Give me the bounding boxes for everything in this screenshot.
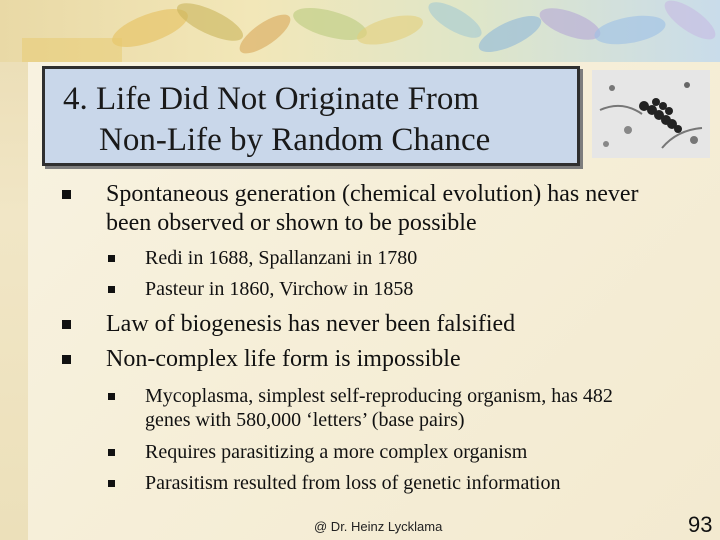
square-bullet-icon xyxy=(62,190,71,199)
title-box xyxy=(42,66,580,166)
bullet-non-complex-life xyxy=(62,345,662,374)
bullet-text: Parasitism resulted from loss of genetic information xyxy=(145,472,561,494)
floral-banner-image xyxy=(0,0,720,62)
square-bullet-icon xyxy=(108,480,115,487)
sub-bullet-parasitizing xyxy=(108,440,668,464)
sub-bullet-parasitism xyxy=(108,471,688,495)
square-bullet-icon xyxy=(62,320,71,329)
bullet-biogenesis xyxy=(62,310,662,339)
square-bullet-icon xyxy=(108,393,115,400)
bullet-text: Law of biogenesis has never been falsified xyxy=(106,311,516,337)
sub-bullet-redi xyxy=(108,246,668,270)
footer-author: @ Dr. Heinz Lycklama xyxy=(314,519,443,534)
title-line-2: Non-Life by Random Chance xyxy=(99,122,491,158)
title-line-1: 4. Life Did Not Originate From xyxy=(63,81,480,117)
slide-title xyxy=(63,79,490,161)
bullet-text: Non-complex life form is impossible xyxy=(106,346,461,372)
bullet-text: Redi in 1688, Spallanzani in 1780 xyxy=(145,247,418,269)
microorganism-photo xyxy=(592,70,710,158)
page-number: 93 xyxy=(688,512,713,537)
bullet-text: Mycoplasma, simplest self-reproducing organism, has 482 genes with 580,000 ‘letters’ (base pairs) xyxy=(145,385,613,431)
square-bullet-icon xyxy=(108,449,115,456)
sub-bullet-mycoplasma xyxy=(108,384,628,432)
square-bullet-icon xyxy=(108,255,115,262)
bullet-text: Requires parasitizing a more complex organism xyxy=(145,441,528,463)
square-bullet-icon xyxy=(108,286,115,293)
bullet-spontaneous-generation xyxy=(62,180,662,238)
left-stripe-decoration xyxy=(0,0,28,540)
bullet-text: Pasteur in 1860, Virchow in 1858 xyxy=(145,278,414,300)
square-bullet-icon xyxy=(62,355,71,364)
bullet-text: Spontaneous generation (chemical evolution) has never been observed or shown to be possible xyxy=(106,181,639,236)
sub-bullet-pasteur xyxy=(108,277,668,301)
